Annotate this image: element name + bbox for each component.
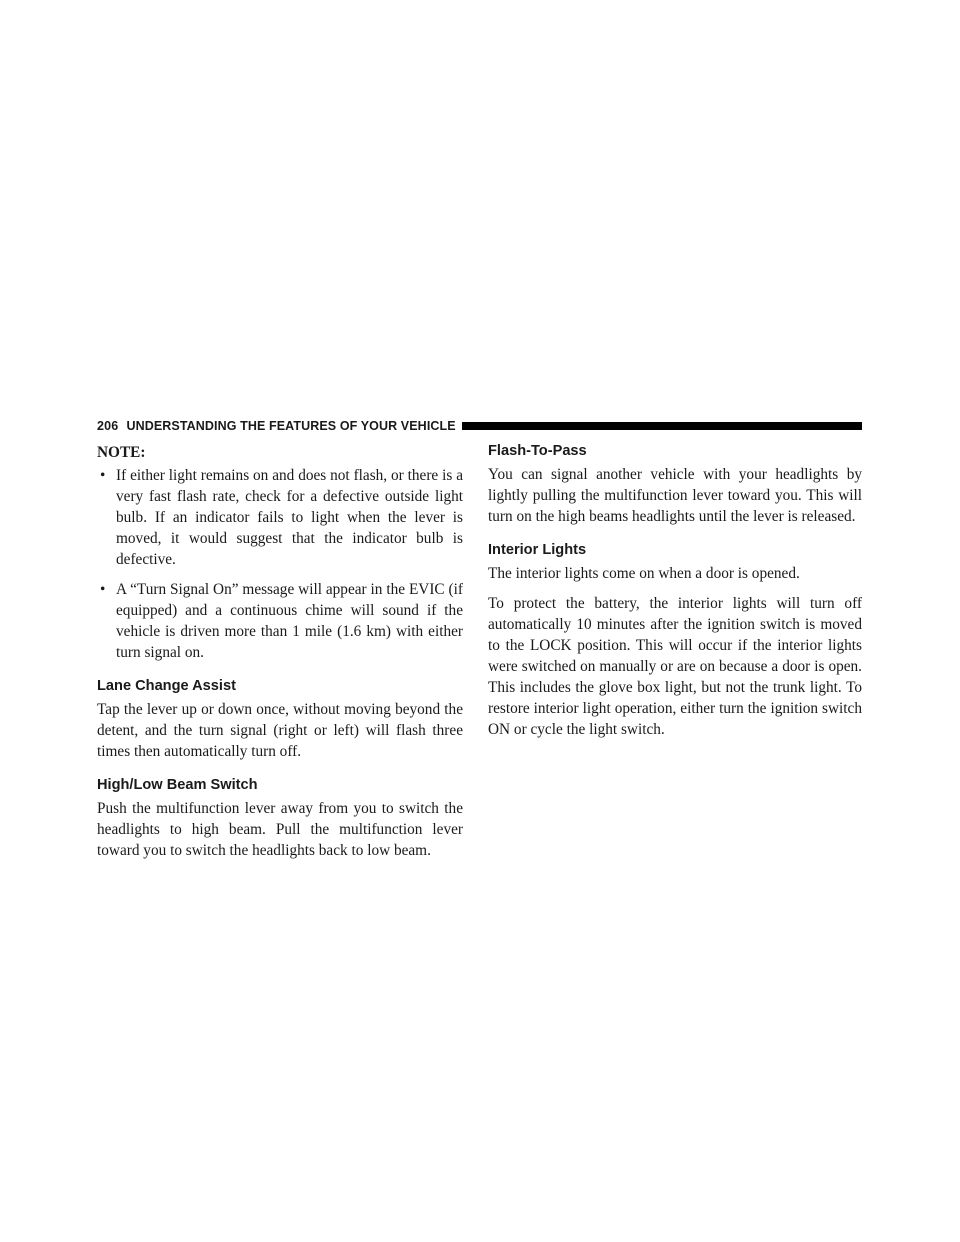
page-number: 206 <box>97 419 119 433</box>
left-column <box>97 442 463 870</box>
high-low-beam-heading: High/Low Beam Switch <box>97 777 258 793</box>
header-rule <box>462 422 862 430</box>
list-item <box>97 465 463 570</box>
flash-to-pass-text: You can signal another vehicle with your headlights by lightly pulling the multifunction lever toward you. This will turn on the high beams headlights until the lever is released. <box>488 466 862 525</box>
interior-lights-heading: Interior Lights <box>488 542 587 558</box>
interior-lights-text-2: To protect the battery, the interior lights will turn off automatically 10 minutes after the ignition switch is moved to the LOCK position. This will occur if the interior lights were switched on manually or are on because a door is open. This includes the glove box light, but not the trunk light. To restore interior light operation, either turn the ignition switch ON or cycle the light switch. <box>488 595 862 738</box>
bullet-icon: • <box>100 581 106 598</box>
note-label: NOTE: <box>97 444 146 461</box>
high-low-beam-text: Push the multifunction lever away from you to switch the headlights to high beam. Pull the multifunction lever toward you to switch the headlights back to low beam. <box>97 800 463 859</box>
flash-to-pass-heading: Flash-To-Pass <box>488 443 587 459</box>
page-header <box>97 419 862 433</box>
note-bullet-list <box>97 465 463 663</box>
right-column <box>488 442 862 749</box>
bullet-icon: • <box>100 467 106 484</box>
section-title: UNDERSTANDING THE FEATURES OF YOUR VEHICLE <box>126 419 456 433</box>
bullet-text: A “Turn Signal On” message will appear in the EVIC (if equipped) and a continuous chime will sound if the vehicle is driven more than 1 mile (1.6 km) with either turn signal on. <box>116 581 463 661</box>
interior-lights-text-1: The interior lights come on when a door is opened. <box>488 565 800 582</box>
bullet-text: If either light remains on and does not flash, or there is a very fast flash rate, check for a defective outside light bulb. If an indicator fails to light when the lever is moved, it would suggest that the indicator bulb is defective. <box>116 467 463 568</box>
list-item <box>97 579 463 663</box>
lane-change-heading: Lane Change Assist <box>97 678 236 694</box>
lane-change-text: Tap the lever up or down once, without moving beyond the detent, and the turn signal (right or left) will flash three times then automatically turn off. <box>97 701 463 760</box>
